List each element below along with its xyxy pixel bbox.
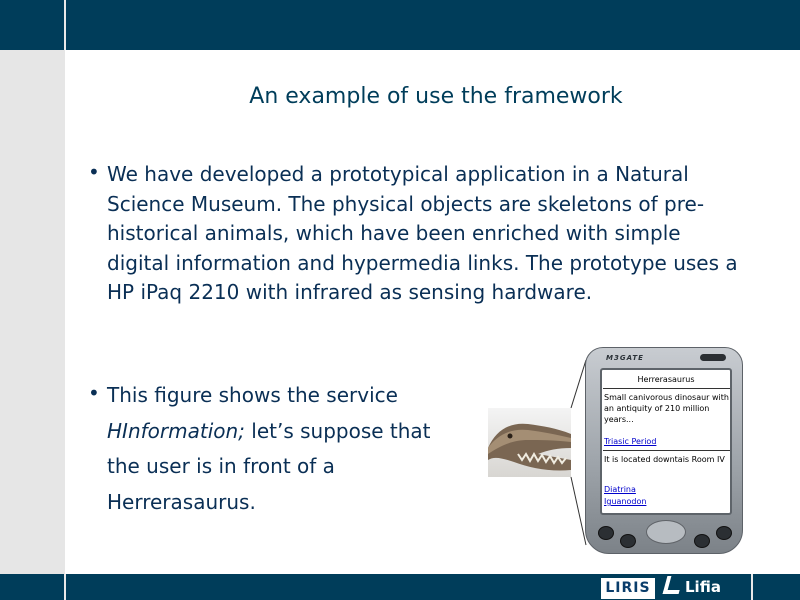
pda-link-diatrina[interactable]: Diatrina [604,485,636,494]
pda-description: Small canivorous dinosaur with an antiquity of 210 million years... [604,393,729,424]
slide-title: An example of use the framework [249,84,623,109]
lifia-logo [665,576,745,598]
pda-stylus-icon [700,354,726,361]
bullet-2-text [107,378,467,520]
pda-screen-title: Herrerasaurus [637,375,695,384]
left-sidebar [0,50,65,574]
pda-location: It is located downtais Room IV [604,455,725,464]
dinosaur-skull-icon [488,408,571,477]
dinosaur-skull-photo [488,408,571,477]
bullet-2-icon: • [88,381,100,405]
bullet-2-text-before: This figure shows the service [107,383,398,407]
bullet-1-text: We have developed a prototypical application in a Natural Science Museum. The physical objects are skeletons of pre-historical animals, which have been enriched with simple digital information and hypermedia links. The prototype uses a HP iPaq 2210 with infrared as sensing hardware. [107,162,738,305]
top-bar-divider [64,0,66,50]
top-bar [0,0,800,50]
pda-navigation-pad[interactable] [646,520,686,544]
bottom-bar-divider [64,574,66,600]
pda-button-1[interactable] [598,526,614,540]
bullet-1-icon: • [88,160,100,184]
pda-divider [603,388,732,389]
pda-link-triasic-period[interactable]: Triasic Period [604,437,657,446]
pda-button-3[interactable] [694,534,710,548]
pda-button-4[interactable] [716,526,732,540]
pda-link-iguanodon[interactable]: Iguanodon [604,497,647,506]
pda-divider [603,450,732,451]
pda-screen [600,368,732,515]
pda-device [585,347,743,554]
pda-button-2[interactable] [620,534,636,548]
lifia-logo-text: Lifia [685,578,721,596]
liris-logo: LIRIS [601,578,655,599]
pda-brand: M3GATE [606,354,644,362]
pda-top-strip [592,352,736,364]
bottom-bar-right-divider [751,574,753,600]
lifia-mark-icon [663,576,684,594]
bullet-2-text-after: let’s suppose that the user is in front of a Herrerasaurus. [107,418,431,514]
bullet-2-emphasis: HInformation; [107,418,245,443]
